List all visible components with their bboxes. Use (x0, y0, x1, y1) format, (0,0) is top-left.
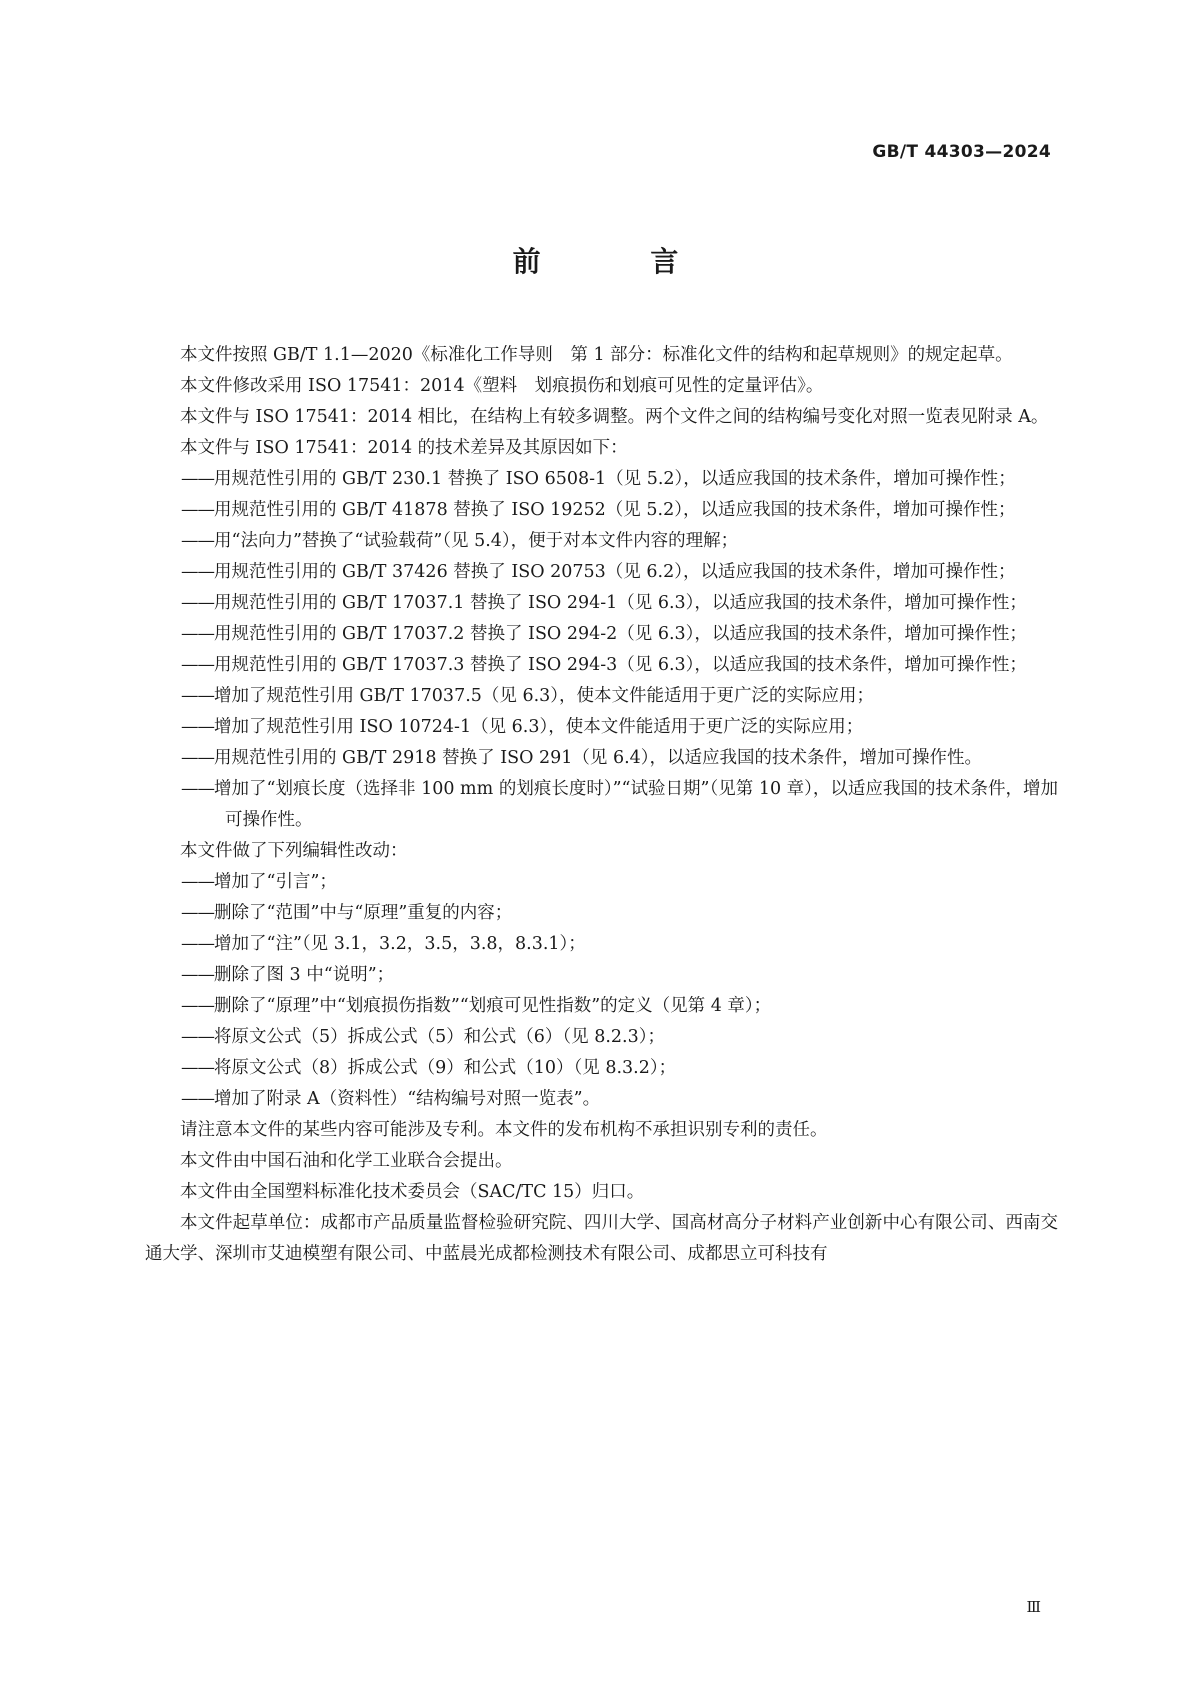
dash-mark: —— (181, 655, 214, 675)
list-item (145, 743, 1058, 774)
dash-mark: —— (181, 531, 214, 551)
dash-mark: —— (181, 934, 214, 954)
list-item (145, 526, 1058, 557)
dash-mark: —— (181, 965, 214, 985)
list-item-text: 用规范性引用的 GB/T 17037.3 替换了 ISO 294-3（见 6.3），以适应我国的技术条件，增加可操作性； (214, 655, 1027, 675)
dash-mark: —— (181, 1089, 214, 1109)
list-item-text: 用规范性引用的 GB/T 17037.2 替换了 ISO 294-2（见 6.3），以适应我国的技术条件，增加可操作性； (214, 624, 1027, 644)
paragraph: 本文件起草单位：成都市产品质量监督检验研究院、四川大学、国高材高分子材料产业创新中心有限公司、西南交通大学、深圳市艾迪模塑有限公司、中蓝晨光成都检测技术有限公司、成都思立可科技有 (145, 1213, 1058, 1264)
list-item (145, 1084, 1058, 1115)
dash-mark: —— (181, 717, 214, 737)
list-item-text: 增加了“引言”； (214, 872, 337, 892)
page-title: 前 言 (512, 245, 729, 278)
dash-mark: —— (181, 469, 214, 489)
editorial-change-list (145, 867, 1058, 1115)
list-item (145, 681, 1058, 712)
list-item-text: 将原文公式（8）拆成公式（9）和公式（10）（见 8.3.2）； (214, 1058, 677, 1078)
dash-mark: —— (181, 1058, 214, 1078)
list-item (145, 774, 1058, 836)
dash-mark: —— (181, 562, 214, 582)
list-item (145, 1053, 1058, 1084)
list-item-text: 用规范性引用的 GB/T 2918 替换了 ISO 291（见 6.4），以适应我国的技术条件，增加可操作性。 (214, 748, 983, 768)
tech-diff-list (145, 464, 1058, 836)
list-item (145, 650, 1058, 681)
dash-mark: —— (181, 624, 214, 644)
list-item (145, 464, 1058, 495)
paragraph: 本文件与 ISO 17541：2014 的技术差异及其原因如下： (180, 438, 628, 458)
dash-mark: —— (181, 903, 214, 923)
list-item-text: 用规范性引用的 GB/T 17037.1 替换了 ISO 294-1（见 6.3），以适应我国的技术条件，增加可操作性； (214, 593, 1027, 613)
list-item (145, 898, 1058, 929)
list-item (145, 495, 1058, 526)
paragraph: 本文件做了下列编辑性改动： (180, 841, 408, 861)
list-item-text: 删除了“范围”中与“原理”重复的内容； (214, 903, 513, 923)
list-item (145, 557, 1058, 588)
list-item (145, 929, 1058, 960)
dash-mark: —— (181, 593, 214, 613)
list-item (145, 960, 1058, 991)
list-item-text: 增加了“注”（见 3.1，3.2，3.5，3.8，8.3.1）； (214, 934, 586, 954)
dash-mark: —— (181, 779, 214, 799)
paragraph: 本文件由全国塑料标准化技术委员会（SAC/TC 15）归口。 (180, 1182, 645, 1202)
paragraph: 本文件与 ISO 17541：2014 相比，在结构上有较多调整。两个文件之间的结构编号变化对照一览表见附录 A。 (180, 407, 1049, 427)
paragraph: 本文件按照 GB/T 1.1—2020《标准化工作导则 第 1 部分：标准化文件的结构和起草规则》的规定起草。 (180, 345, 1013, 365)
paragraph: 本文件由中国石油和化学工业联合会提出。 (180, 1151, 513, 1171)
list-item-text: 增加了附录 A（资料性）“结构编号对照一览表”。 (214, 1089, 601, 1109)
list-item-text: 用规范性引用的 GB/T 37426 替换了 ISO 20753（见 6.2），以适应我国的技术条件，增加可操作性； (214, 562, 1016, 582)
list-item (145, 588, 1058, 619)
list-item (145, 991, 1058, 1022)
list-item (145, 712, 1058, 743)
list-item-text: 增加了“划痕长度（选择非 100 mm 的划痕长度时）”“试验日期”（见第 10 章），以适应我国的技术条件，增加可操作性。 (214, 779, 1058, 830)
list-item (145, 619, 1058, 650)
list-item (145, 1022, 1058, 1053)
dash-mark: —— (181, 1027, 214, 1047)
list-item-text: 用规范性引用的 GB/T 41878 替换了 ISO 19252（见 5.2），以适应我国的技术条件，增加可操作性； (214, 500, 1016, 520)
list-item-text: 用“法向力”替换了“试验载荷”（见 5.4），便于对本文件内容的理解； (214, 531, 739, 551)
list-item-text: 用规范性引用的 GB/T 230.1 替换了 ISO 6508-1（见 5.2），以适应我国的技术条件，增加可操作性； (214, 469, 1016, 489)
page-number: Ⅲ (1026, 1598, 1041, 1616)
paragraph: 本文件修改采用 ISO 17541：2014《塑料 划痕损伤和划痕可见性的定量评估》。 (180, 376, 824, 396)
list-item-text: 增加了规范性引用 GB/T 17037.5（见 6.3），使本文件能适用于更广泛的实际应用； (214, 686, 875, 706)
paragraph: 请注意本文件的某些内容可能涉及专利。本文件的发布机构不承担识别专利的责任。 (180, 1120, 828, 1140)
list-item-text: 将原文公式（5）拆成公式（5）和公式（6）（见 8.2.3）； (214, 1027, 665, 1047)
dash-mark: —— (181, 500, 214, 520)
list-item-text: 删除了“原理”中“划痕损伤指数”“划痕可见性指数”的定义（见第 4 章）； (214, 996, 772, 1016)
foreword-body (145, 340, 1058, 1270)
list-item-text: 删除了图 3 中“说明”； (214, 965, 395, 985)
dash-mark: —— (181, 686, 214, 706)
dash-mark: —— (181, 996, 214, 1016)
dash-mark: —— (181, 872, 214, 892)
dash-mark: —— (181, 748, 214, 768)
list-item (145, 867, 1058, 898)
list-item-text: 增加了规范性引用 ISO 10724-1（见 6.3），使本文件能适用于更广泛的实际应用； (214, 717, 864, 737)
document-code: GB/T 44303—2024 (872, 142, 1051, 162)
